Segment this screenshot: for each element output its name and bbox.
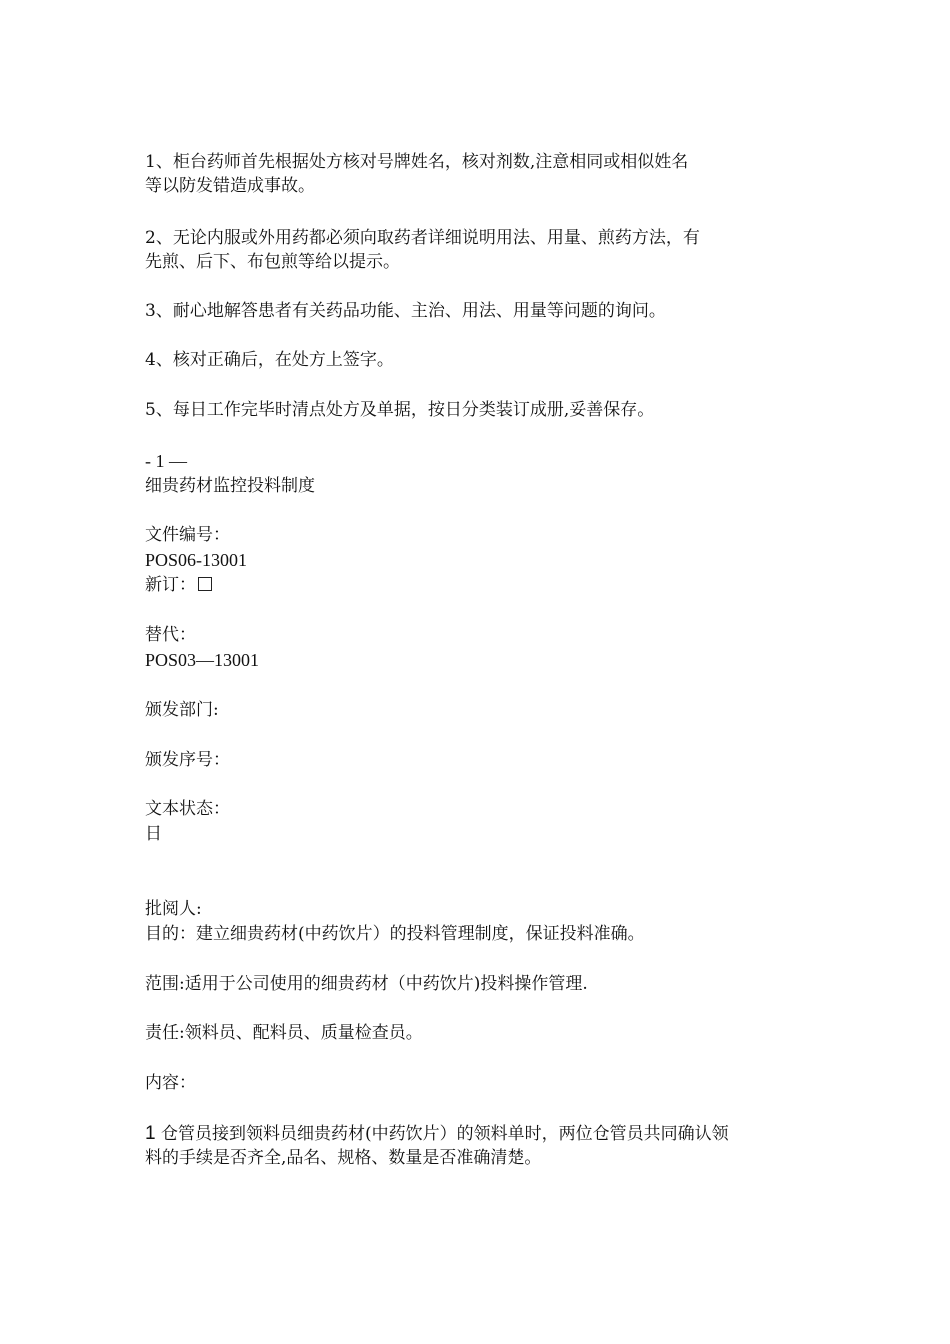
- step-5: 5、每日工作完毕时清点处方及单据，按日分类装订成册,妥善保存。: [145, 400, 655, 420]
- scope-text: 范围:适用于公司使用的细贵药材（中药饮片)投料操作管理.: [145, 974, 588, 994]
- status-value: 日: [145, 824, 162, 844]
- step-3: 3、耐心地解答患者有关药品功能、主治、用法、用量等问题的询问。: [145, 301, 666, 321]
- content-item-1-text: 仓管员接到领料员细贵药材(中药饮片）的领料单时，两位仓管员共同确认领: [155, 1124, 729, 1144]
- purpose-text: 目的：建立细贵药材(中药饮片）的投料管理制度，保证投料准确。: [145, 924, 645, 944]
- page-number: - 1 —: [145, 451, 187, 471]
- step-2-line-2: 先煎、后下、布包煎等给以提示。: [145, 252, 400, 272]
- content-item-1-line-2: 料的手续是否齐全,品名、规格、数量是否准确清楚。: [145, 1148, 542, 1168]
- replace-label: 替代：: [145, 625, 196, 645]
- doc-title: 细贵药材监控投料制度: [145, 476, 315, 496]
- status-label: 文本状态：: [145, 799, 230, 819]
- file-number-label: 文件编号：: [145, 525, 230, 545]
- seq-label: 颁发序号：: [145, 750, 230, 770]
- file-number-value: POS06-13001: [145, 550, 248, 570]
- step-1-line-1: 1、柜台药师首先根据处方核对号牌姓名，核对剂数,注意相同或相似姓名: [145, 152, 689, 172]
- replace-value: POS03—13001: [145, 650, 260, 670]
- dept-label: 颁发部门:: [145, 700, 219, 720]
- content-item-1-line-1: [145, 1122, 729, 1146]
- responsibility-text: 责任:领料员、配料员、质量检查员。: [145, 1023, 423, 1043]
- step-2-line-1: 2、无论内服或外用药都必须向取药者详细说明用法、用量、煎药方法，有: [145, 228, 700, 248]
- checkbox-icon: [198, 577, 212, 591]
- step-1-line-2: 等以防发错造成事故。: [145, 176, 315, 196]
- content-item-1-number: 1: [145, 1123, 156, 1144]
- new-label: 新订：: [145, 575, 196, 595]
- step-4: 4、核对正确后，在处方上签字。: [145, 350, 394, 370]
- new-field: [145, 573, 212, 597]
- content-label: 内容：: [145, 1073, 196, 1093]
- reviewer-label: 批阅人:: [145, 899, 202, 919]
